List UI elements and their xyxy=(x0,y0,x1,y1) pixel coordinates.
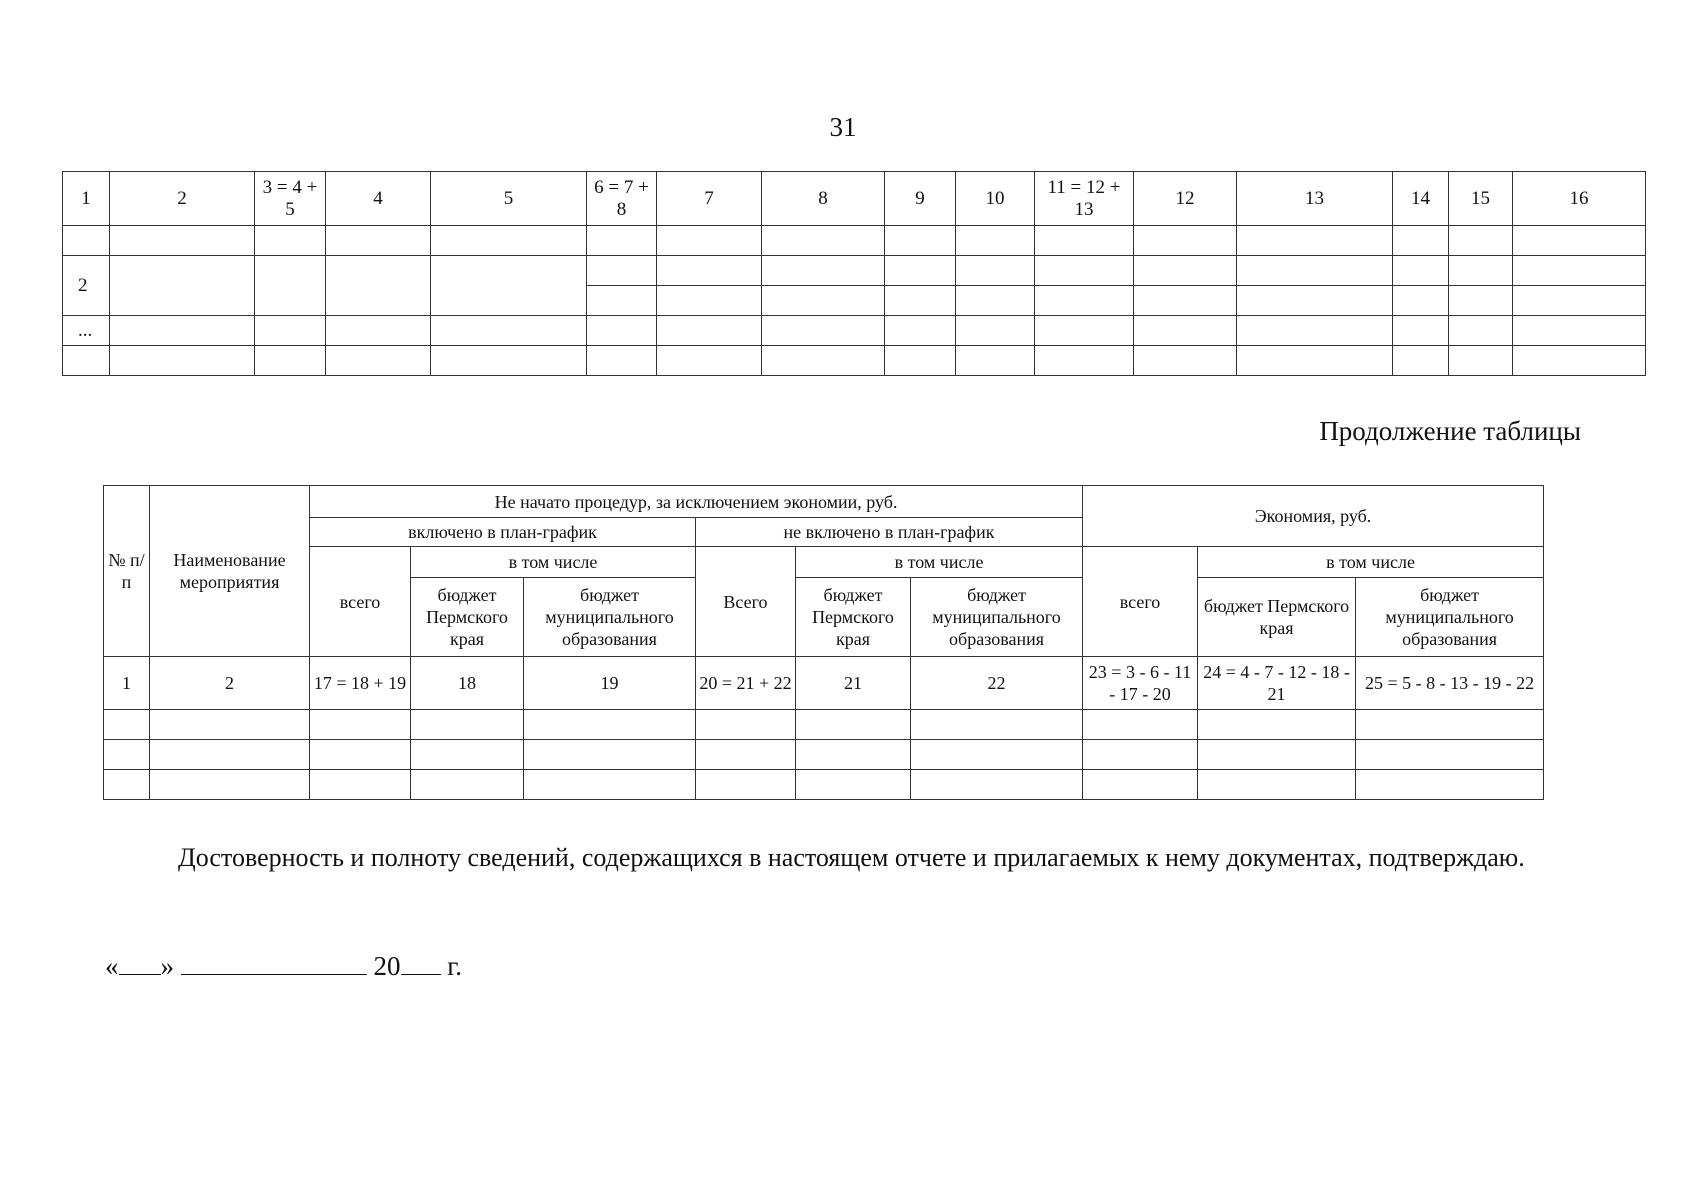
budget-municipal-header: бюджет муниципального образования xyxy=(524,578,696,657)
month-blank xyxy=(181,950,367,975)
row-label: 2 xyxy=(63,256,110,316)
economy-header: Экономия, руб. xyxy=(1083,486,1544,547)
row-label: ... xyxy=(63,316,110,346)
column-number: 15 xyxy=(1449,172,1513,226)
budget-perm-header: бюджет Пермского края xyxy=(411,578,524,657)
report-table-part2 xyxy=(103,485,1544,800)
column-number: 8 xyxy=(762,172,885,226)
column-number: 13 xyxy=(1237,172,1393,226)
col-number-header: № п/п xyxy=(104,486,150,657)
column-number: 7 xyxy=(657,172,762,226)
column-number: 1 xyxy=(104,657,150,710)
column-number: 18 xyxy=(411,657,524,710)
column-number: 21 xyxy=(796,657,911,710)
open-quote: « xyxy=(105,951,119,981)
included-header: включено в план-график xyxy=(310,518,696,547)
column-number: 2 xyxy=(150,657,310,710)
column-number: 11 = 12 + 13 xyxy=(1035,172,1134,226)
not-started-header: Не начато процедур, за исключением экономии, руб. xyxy=(310,486,1083,518)
column-number: 9 xyxy=(885,172,956,226)
budget-perm-header: бюджет Пермского края xyxy=(796,578,911,657)
continuation-label: Продолжение таблицы xyxy=(1319,416,1581,446)
column-number: 12 xyxy=(1134,172,1237,226)
table-row xyxy=(63,226,1646,256)
header-row xyxy=(104,486,1544,518)
column-number: 16 xyxy=(1513,172,1646,226)
column-number: 17 = 18 + 19 xyxy=(310,657,411,710)
column-number: 14 xyxy=(1393,172,1449,226)
column-number: 19 xyxy=(524,657,696,710)
column-number: 1 xyxy=(63,172,110,226)
budget-municipal-header: бюджет муниципального образования xyxy=(911,578,1083,657)
report-table-part1 xyxy=(62,171,1646,376)
header-row xyxy=(104,547,1544,578)
table-row xyxy=(104,740,1544,770)
table-row xyxy=(63,316,1646,346)
including-header: в том числе xyxy=(796,547,1083,578)
column-number: 23 = 3 - 6 - 11 - 17 - 20 xyxy=(1083,657,1198,710)
confirmation-statement: Достоверность и полноту сведений, содержащихся в настоящем отчете и прилагаемых к нему документах, подтверждаю. xyxy=(178,843,1525,872)
table-row xyxy=(63,346,1646,376)
signature-date-line xyxy=(105,950,462,982)
column-number: 2 xyxy=(110,172,255,226)
total-header: всего xyxy=(1083,547,1198,657)
year-prefix: 20 xyxy=(373,951,401,981)
close-quote: » xyxy=(160,951,174,981)
column-number: 5 xyxy=(431,172,587,226)
not-included-header: не включено в план-график xyxy=(696,518,1083,547)
including-header: в том числе xyxy=(411,547,696,578)
table-header-row xyxy=(63,172,1646,226)
total-header: Всего xyxy=(696,547,796,657)
column-number: 3 = 4 + 5 xyxy=(255,172,326,226)
column-number: 20 = 21 + 22 xyxy=(696,657,796,710)
col-name-header: Наименование мероприятия xyxy=(150,486,310,657)
column-number: 10 xyxy=(956,172,1035,226)
column-number: 24 = 4 - 7 - 12 - 18 - 21 xyxy=(1198,657,1356,710)
budget-perm-header: бюджет Пермского края xyxy=(1198,578,1356,657)
column-number: 22 xyxy=(911,657,1083,710)
page-number: 31 xyxy=(829,112,857,142)
numbering-row xyxy=(104,657,1544,710)
column-number: 6 = 7 + 8 xyxy=(587,172,657,226)
year-suffix: г. xyxy=(447,951,463,981)
total-header: всего xyxy=(310,547,411,657)
column-number: 25 = 5 - 8 - 13 - 19 - 22 xyxy=(1356,657,1544,710)
year-blank xyxy=(401,950,441,975)
day-blank xyxy=(119,950,161,975)
table-row xyxy=(63,256,1646,286)
including-header: в том числе xyxy=(1198,547,1544,578)
table-row xyxy=(104,710,1544,740)
column-number: 4 xyxy=(326,172,431,226)
table-row xyxy=(104,770,1544,800)
budget-municipal-header: бюджет муниципального образования xyxy=(1356,578,1544,657)
